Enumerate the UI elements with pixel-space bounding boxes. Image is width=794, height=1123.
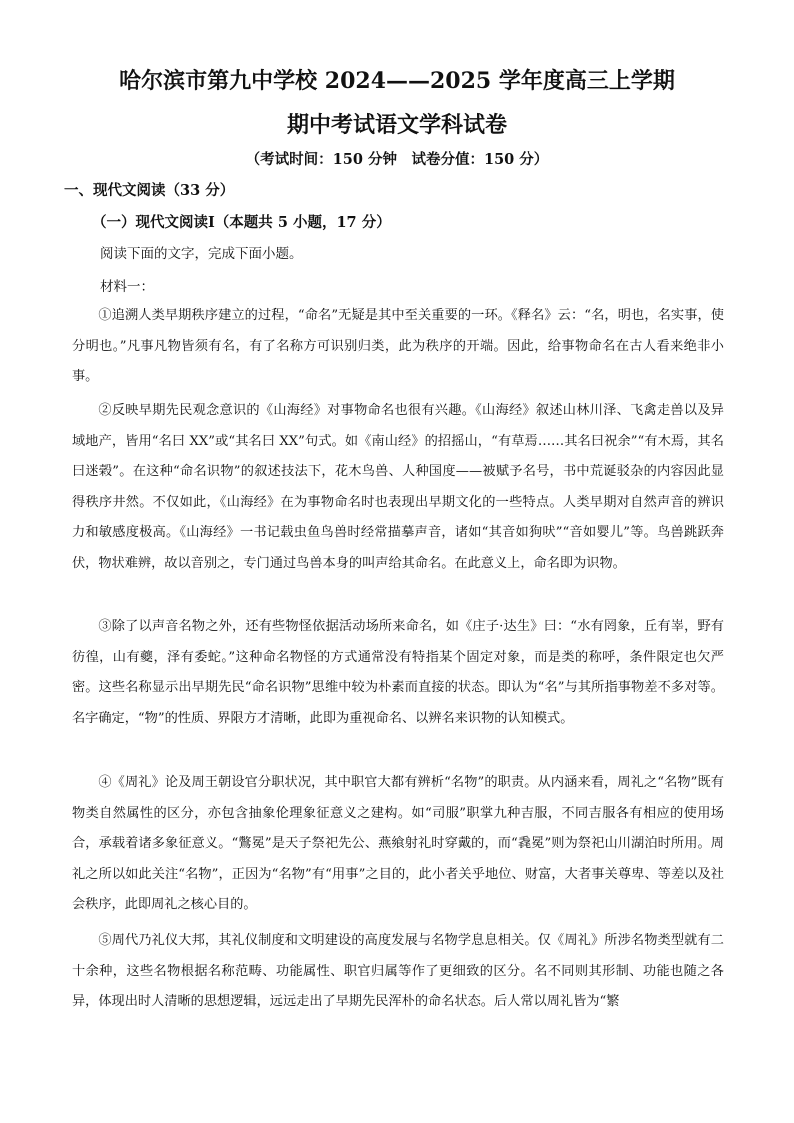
paragraph-5: ⑤周代乃礼仪大邦，其礼仪制度和文明建设的高度发展与名物学息息相关。仅《周礼》所涉名物类型就有二十余种，这些名物根据名称范畴、功能属性、职官归属等作了更细致的区分。名不同则其形制、功能也随之各异，体现出时人清晰的思想逻辑，远远走出了早期先民浑朴的命名状态。后人常以周礼皆为“繁 [72,933,724,1009]
exam-time-score-info: （考试时间：150 分钟 试卷分值：150 分） [245,151,549,168]
material-label: 材料一： [100,279,154,295]
subsection-heading: （一）现代文阅读Ⅰ（本题共 5 小题，17 分） [92,214,391,231]
reading-instruction: 阅读下面的文字，完成下面小题。 [100,246,303,262]
exam-title-line1: 哈尔滨市第九中学校 2024——2025 学年度高三上学期 [119,68,675,94]
paragraph-1: ①追溯人类早期秩序建立的过程，“命名”无疑是其中至关重要的一环。《释名》云：“名，明也，名实事，使分明也。”凡事凡物皆须有名，有了名称方可识别归类，此为秩序的开端。因此，给事物命名在古人看来绝非小事。 [72,308,724,384]
paragraph-2: ②反映早期先民观念意识的《山海经》对事物命名也很有兴趣。《山海经》叙述山林川泽、飞禽走兽以及异域地产，皆用“名曰 XX”或“其名曰 XX”句式。如《南山经》的招摇山，“有草焉……其名曰祝余”“有木焉，其名曰迷榖”。在这种“命名识物”的叙述技法下，花木鸟兽、人种国度——被赋予名号，书中荒诞驳杂的内容因此显得秩序井然。不仅如此，《山海经》在为事物命名时也表现出早期文化的一些特点。人类早期对自然声音的辨识力和敏感度极高。《山海经》一书记载虫鱼鸟兽时经常描摹声音，诸如“其音如狗吠”“音如婴儿”等。鸟兽跳跃奔伏，物状难辨，故以音别之，专门通过鸟兽本身的叫声给其命名。在此意义上，命名即为识物。 [72,403,724,571]
paragraph-3: ③除了以声音名物之外，还有些物怪依据活动场所来命名，如《庄子·达生》曰：“水有罔象，丘有峷，野有彷徨，山有夔，泽有委蛇。”这种命名物怪的方式通常没有特指某个固定对象，而是类的称呼，条件限定也欠严密。这些名称显示出早期先民“命名识物”思维中较为朴素而直接的状态。即认为“名”与其所指事物差不多对等。名字确定，“物”的性质、界限方才清晰，此即为重视命名、以辨名来识物的认知模式。 [72,619,724,726]
section-heading: 一、现代文阅读（33 分） [64,182,235,199]
exam-title-line2: 期中考试语文学科试卷 [286,112,507,138]
paragraph-4: ④《周礼》论及周王朝设官分职状况，其中职官大都有辨析“名物”的职责。从内涵来看，周礼之“名物”既有物类自然属性的区分，亦包含抽象伦理象征意义之建构。如“司服”职掌九种吉服，不同吉服各有相应的使用场合，承载着诸多象征意义。“鷩冕”是天子祭祀先公、燕飨射礼时穿戴的，而“毳冕”则为祭祀山川湖泊时所用。周礼之所以如此关注“名物”，正因为“名物”有“用事”之目的，此小者关乎地位、财富，大者事关尊卑、等差以及社会秩序，此即周礼之核心目的。 [72,775,724,912]
